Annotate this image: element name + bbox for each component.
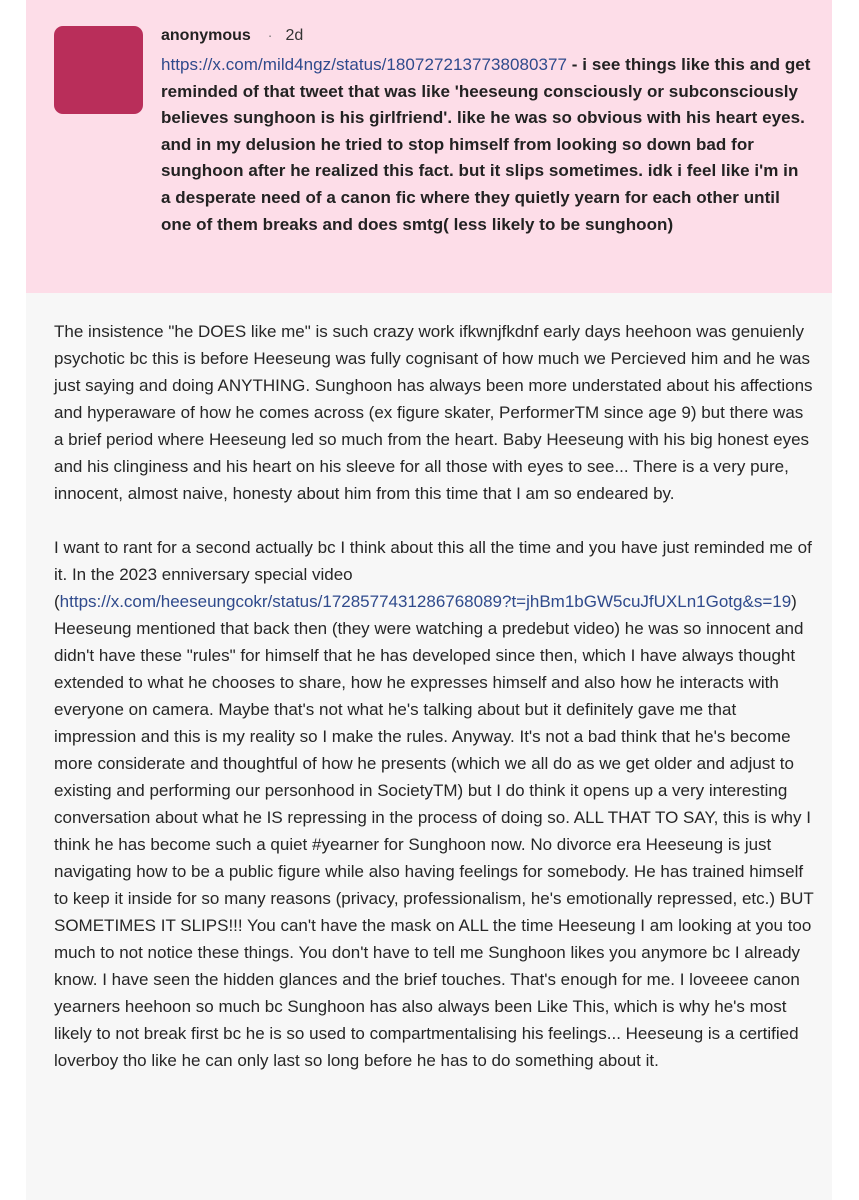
post-card [26,0,832,1200]
answer-paragraph-2-end: ) Heeseung mentioned that back then (they were watching a predebut video) he was so innocent and didn't have these "rules" for himself that he has developed since then, which I have always thought extended to what he chooses to share, how he expresses himself and also how he interacts with everyone on camera. Maybe that's not what he's talking about but it definitely gave me that impression and this is my reality so I make the rules. Anyway. It's not a bad think that he's become more considerate and thoughtful of how he presents (which we all do as we get older and adjust to existing and performing our personhood in SocietyTM) but I do think it opens up a very interesting conversation about what he IS repressing in the process of doing so. ALL THAT TO SAY, this is why I think he has become such a quiet #yearner for Sunghoon now. No divorce era Heeseung is just navigating how to be a public figure while also having feelings for somebody. He has trained himself to keep it inside for so many reasons (privacy, professionalism, he's emotionally repressed, etc.) BUT SOMETIMES IT SLIPS!!! You can't have the mask on ALL the time Heeseung I am looking at you too much to not notice these things. You don't have to tell me Sunghoon likes you anymore bc I already know. I have seen the hidden glances and the brief touches. That's enough for me. I loveeee canon yearners heehoon so much bc Sunghoon has also always been Like This, which is why he's most likely to not break first bc he is so used to compartmentalising his feelings... Heeseung is a certified loverboy tho like he can only last so long before he has to do something about it. [54,592,814,1070]
answer-paragraph-2 [54,534,814,1074]
answer-paragraph-2-start: I want to rant for a second actually bc I think about this all the time and you have just reminded me of it. In the 2023 enniversary special video ( [54,538,812,611]
ask-tweet-link[interactable]: https://x.com/mild4ngz/status/1807272137738080377 [161,55,568,74]
avatar[interactable] [54,26,143,114]
ask-timestamp: 2d [285,27,304,44]
ask-message: - i see things like this and get reminded of that tweet that was like 'heeseung consciously or subconsciously believes sunghoon is his girlfriend'. like he was so obvious with his heart eyes. and in my delusion he tried to stop himself from looking so down bad for sunghoon after he realized this fact. but it slips sometimes. idk i feel like i'm in a desperate need of a canon fic where they quietly yearn for each other until one of them breaks and does smtg( less likely to be sunghoon) [161,55,811,234]
answer-body [54,318,814,1101]
ask-text [161,52,811,238]
answer-video-link[interactable]: https://x.com/heeseungcokr/status/1728577431286768089?t=jhBm1bGW5cuJfUXLn1Gotg&s=19 [59,592,792,611]
separator-dot: · [267,27,273,43]
answer-paragraph-1: The insistence "he DOES like me" is such crazy work ifkwnjfkdnf early days heehoon was genuienly psychotic bc this is before Heeseung was fully cognisant of how much we Percieved him and he was just saying and doing ANYTHING. Sunghoon has always been more understated about his affections and hyperaware of how he comes across (ex figure skater, PerformerTM since age 9) but there was a brief period where Heeseung led so much from the heart. Baby Heeseung with his big honest eyes and his clinginess and his heart on his sleeve for all those with eyes to see... There is a very pure, innocent, almost naive, honesty about him from this time that I am so endeared by. [54,322,813,503]
ask-box [26,0,832,293]
ask-username[interactable]: anonymous [161,27,251,44]
ask-header [161,27,303,45]
